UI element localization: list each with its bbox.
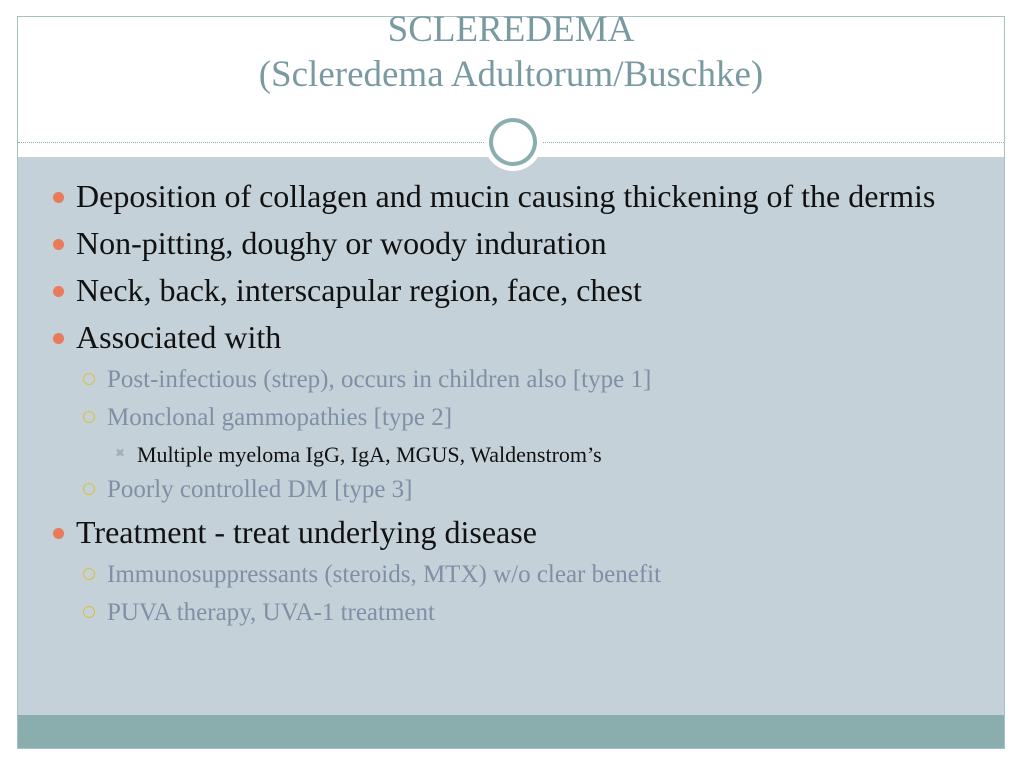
- bullet-item-level-2: [107, 365, 1004, 395]
- bullet-text: Immunosuppressants (steroids, MTX) w/o clear benefit: [107, 561, 662, 588]
- slide-title: [18, 7, 1004, 97]
- bullet-text: Deposition of collagen and mucin causing thickening of the dermis: [76, 178, 936, 214]
- filled-circle-bullet-icon: [53, 286, 64, 297]
- bullet-text: Poorly controlled DM [type 3]: [107, 476, 413, 503]
- filled-circle-bullet-icon: [53, 192, 64, 203]
- footer-band: [18, 715, 1004, 748]
- bullet-item-level-2: [107, 560, 1004, 590]
- x-mark-bullet-icon: ✖: [115, 446, 126, 460]
- bullet-item-level-1: [76, 177, 1004, 215]
- bullet-text: PUVA therapy, UVA-1 treatment: [107, 599, 435, 626]
- filled-circle-bullet-icon: [53, 239, 64, 250]
- hollow-circle-bullet-icon: [83, 373, 95, 385]
- hollow-circle-bullet-icon: [83, 606, 95, 618]
- bullet-item-level-1: [76, 271, 1004, 309]
- bullet-item-level-2: [107, 475, 1004, 505]
- bullet-text: Neck, back, interscapular region, face, chest: [76, 272, 642, 308]
- bullet-text: Monclonal gammopathies [type 2]: [107, 404, 453, 431]
- hollow-circle-bullet-icon: [83, 411, 95, 423]
- slide-frame: [17, 9, 1005, 749]
- bullet-item-level-3: [115, 441, 1004, 469]
- filled-circle-bullet-icon: [53, 528, 64, 539]
- hollow-circle-bullet-icon: [83, 483, 95, 495]
- bullet-text: Multiple myeloma IgG, IgA, MGUS, Waldenstrom’s: [137, 442, 602, 467]
- bullet-text: Associated with: [76, 319, 282, 355]
- bullet-text: Post-infectious (strep), occurs in children also [type 1]: [107, 366, 652, 393]
- bullet-item-level-2: [107, 403, 1004, 433]
- bullet-text: Non-pitting, doughy or woody induration: [76, 225, 607, 261]
- title-line-1: SCLEREDEMA: [387, 9, 635, 50]
- ring-ornament-icon: [484, 113, 542, 171]
- bullet-item-level-2: [107, 598, 1004, 628]
- bullet-list: [18, 177, 1004, 636]
- bullet-item-level-1: [76, 224, 1004, 262]
- hollow-circle-bullet-icon: [83, 568, 95, 580]
- bullet-item-level-1: [76, 513, 1004, 551]
- title-line-2: (Scleredema Adultorum/Buschke): [258, 54, 764, 95]
- bullet-item-level-1: [76, 318, 1004, 356]
- bullet-text: Treatment - treat underlying disease: [76, 514, 537, 550]
- filled-circle-bullet-icon: [53, 333, 64, 344]
